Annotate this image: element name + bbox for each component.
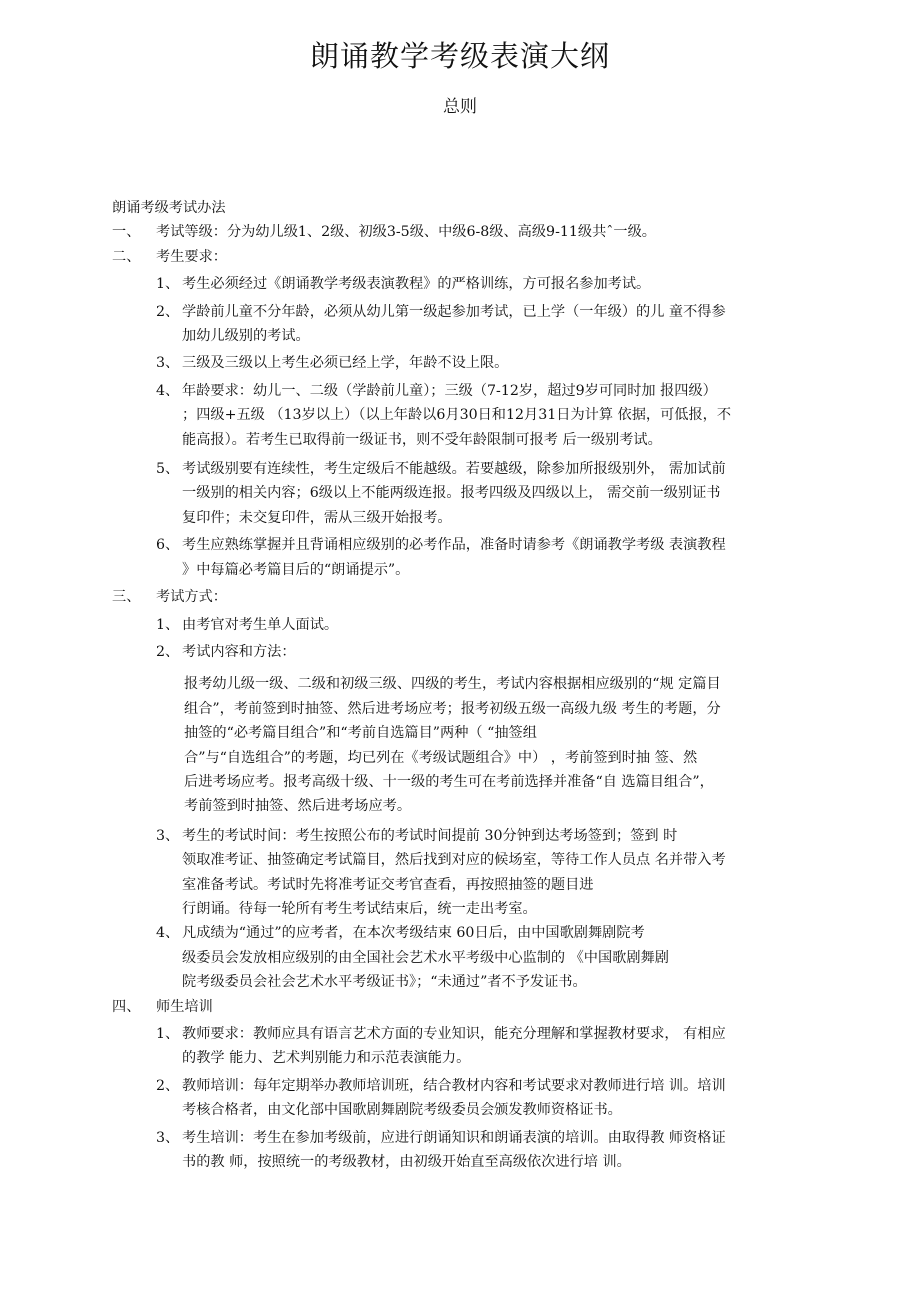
item-line: 室准备考试。考试时先将准考证交考官查看，再按照抽签的题目进 (182, 876, 594, 893)
list-item (112, 1022, 824, 1071)
list-item (112, 921, 824, 994)
paragraph-line: 考前签到时抽签、然后进考场应考。 (184, 798, 412, 815)
item-line: 院考级委员会社会艺术水平考级证书》；“未通过”者不予发证书。 (182, 974, 587, 991)
item-number: 5、 (156, 461, 180, 478)
item-line: 加幼儿级别的考试。 (182, 328, 310, 345)
list-item (112, 824, 824, 922)
section-label: 考试方式： (156, 589, 227, 606)
item-number: 1、 (156, 1026, 180, 1042)
item-line: 年龄要求：幼儿一、二级（学龄前儿童）；三级（7-12岁，超过9岁可同时加 报四级） (182, 382, 717, 399)
item-line: 考试级别要有连续性，考生定级后不能越级。若要越级，除参加所报级别外， 需加试前 (182, 461, 726, 478)
item-line: 教师培训：每年定期举办教师培训班，结合教材内容和考试要求对教师进行培 训。培训 (182, 1077, 726, 1094)
item-number: 2、 (156, 1077, 180, 1094)
item-number: 4、 (156, 382, 180, 399)
item-number: 6、 (156, 537, 180, 554)
item-line: 级委员会发放相应级别的由全国社会艺术水平考级中心监制的 《中国歌剧舞剧 (182, 949, 669, 966)
list-item (112, 613, 824, 637)
list-item (112, 300, 824, 349)
item-number: 1、 (156, 276, 180, 293)
item-line: 复印件；未交复印件，需从三级开始报考。 (182, 509, 452, 526)
list-item (112, 1126, 824, 1175)
item-number: 3、 (156, 1129, 180, 1146)
list-item (112, 457, 824, 530)
item-number: 3、 (156, 827, 180, 844)
list-item (112, 533, 824, 582)
section-3 (112, 585, 824, 609)
list-item (112, 379, 824, 452)
item-line: 三级及三级以上考生必须已经上学，年龄不设上限。 (182, 355, 509, 372)
section-number: 三、 (112, 589, 141, 606)
item-line: 书的教 师，按照统一的考级教材，由初级开始直至高级依次进行培 训。 (182, 1154, 631, 1171)
item-line: 能高报）。若考生已取得前一级证书，则不受年龄限制可报考 后一级别考试。 (182, 431, 662, 448)
item-line: 》中每篇必考篇目后的“朗诵提示”。 (182, 561, 410, 578)
section-label: 师生培训 (156, 998, 213, 1015)
item-line: 领取准考证、抽签确定考试篇目，然后找到对应的候场室，等待工作人员点 名并带入考 (182, 852, 726, 869)
item-line: 考生应熟练掌握并且背诵相应级别的必考作品，准备时请参考《朗诵教学考级 表演教程 (182, 537, 726, 554)
item-number: 3、 (156, 355, 180, 372)
item-line: 由考官对考生单人面试。 (182, 616, 339, 633)
list-item (112, 272, 824, 296)
paragraph-line: 报考幼儿级一级、二级和初级三级、四级的考生，考试内容根据相应级别的“规 定篇目 (184, 676, 721, 693)
section-4 (112, 995, 824, 1019)
section-number: 二、 (112, 248, 141, 265)
section-label: 考试等级：分为幼儿级1、2级、初级3-5级、中级6-8级、高级9-11级共ˆ一级。 (156, 224, 656, 241)
item-line: 凡成绩为“通过”的应考者，在本次考级结束 60日后，由中国歌剧舞剧院考 (182, 925, 645, 942)
item-line: 学龄前儿童不分年龄，必须从幼儿第一级起参加考试，已上学（一年级）的儿 童不得参 (182, 303, 726, 320)
item-number: 1、 (156, 616, 180, 633)
section-number: 四、 (112, 998, 141, 1015)
item-line: 考生的考试时间：考生按照公布的考试时间提前 30分钟到达考场签到；签到 时 (182, 827, 678, 844)
item-line: 的教学 能力、艺术判别能力和示范表演能力。 (182, 1050, 471, 1067)
document-body (112, 196, 824, 1174)
section-label: 考生要求： (156, 248, 227, 265)
list-item (112, 1074, 824, 1123)
paragraph-line: 抽签的“必考篇目组合”和“考前自选篇目”两种（ “抽签组 (184, 725, 537, 742)
item-line: 教师要求：教师应具有语言艺术方面的专业知识，能充分理解和掌握教材要求， 有相应 (182, 1026, 726, 1042)
item-line: 考试内容和方法： (182, 643, 296, 660)
page-title: 朗诵教学考级表演大纲 (309, 39, 610, 73)
section-heading: 朗诵考级考试办法 (112, 200, 226, 216)
item-line: ；四级+五级 （13岁以上）（以上年龄以6月30日和12月31日为计算 依据，可低报，不 (182, 407, 732, 424)
section-number: 一、 (112, 224, 141, 241)
item-line: 考核合格者，由文化部中国歌剧舞剧院考级委员会颁发教师资格证书。 (182, 1102, 622, 1119)
item-number: 4、 (156, 925, 180, 942)
paragraph-line: 后进考场应考。报考高级十级、十一级的考生可在考前选择并准备“自 选篇目组合”， (184, 773, 714, 790)
item-line: 一级别的相关内容；6级以上不能两级连报。报考四级及四级以上， 需交前一级别证书 (182, 485, 721, 502)
list-item (112, 351, 824, 375)
page-subtitle: 总则 (443, 97, 477, 117)
section-1 (112, 220, 824, 244)
paragraph-line: 合”与“自选组合”的考题，均已列在《考级试题组合》中） ，考前签到时抽 签、然 (184, 749, 698, 766)
item-number: 2、 (156, 303, 180, 320)
item-line: 考生培训：考生在参加考级前，应进行朗诵知识和朗诵表演的培训。由取得教 师资格证 (182, 1129, 726, 1146)
section-2 (112, 245, 824, 269)
item-line: 行朗诵。待每一轮所有考生考试结束后，统一走出考室。 (182, 900, 537, 917)
list-item (112, 640, 824, 664)
item-line: 考生必须经过《朗诵教学考级表演教程》的严格训练，方可报名参加考试。 (182, 276, 651, 293)
item-number: 2、 (156, 643, 180, 660)
exam-method-paragraph (112, 672, 824, 818)
paragraph-line: 组合”，考前签到时抽签、然后进考场应考；报考初级五级一高级九级 考生的考题，分 (184, 700, 721, 717)
